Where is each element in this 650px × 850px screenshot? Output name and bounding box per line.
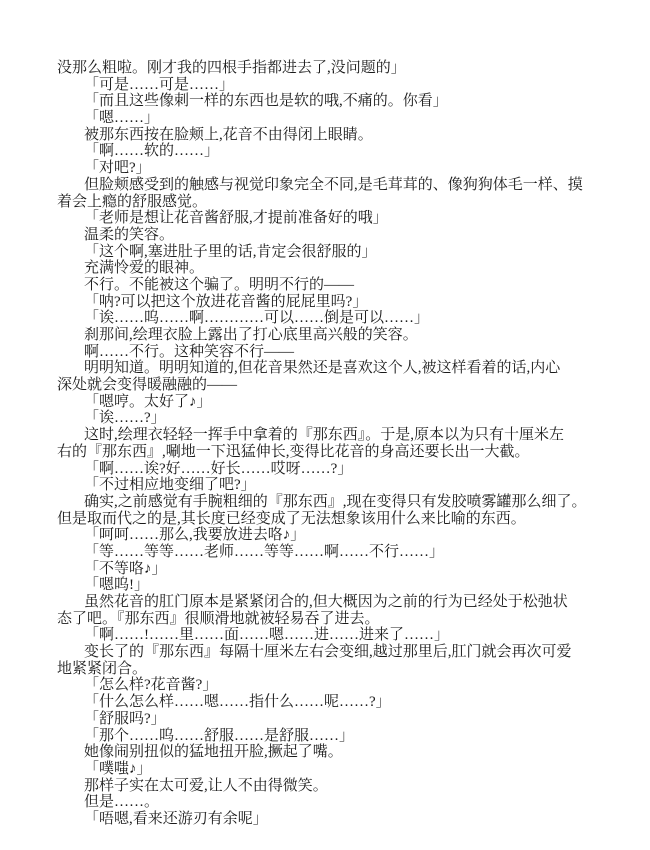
text-line: 态了吧。『那东西』很顺滑地就被轻易吞了进去。 (57, 610, 380, 627)
text-line: 虽然花音的肛门原本是紧紧闭合的,但大概因为之前的行为已经处于松弛状 (84, 594, 568, 610)
text-line: 但是……。 (84, 794, 160, 811)
text-line: 变长了的『那东西』每隔十厘米左右会变细,越过那里后,肛门就会再次可爱 (84, 644, 572, 661)
text-line: 着会上瘾的舒服感觉。 (57, 193, 208, 210)
text-line: 「呐?可以把这个放进花音酱的屁屁里吗?」 (84, 293, 368, 310)
text-line: 「不过相应地变细了吧?」 (84, 477, 256, 494)
text-line: 「嗯呜!」 (84, 577, 149, 594)
text-line: 被那东西按在脸颊上,花音不由得闭上眼睛。 (84, 126, 373, 143)
text-line: 「这个啊,塞进肚子里的话,肯定会很舒服的」 (84, 243, 377, 260)
text-line: 她像闹别扭似的猛地扭开脸,撅起了嘴。 (84, 744, 343, 761)
text-line: 「诶……呜……啊…………可以……倒是可以……」 (84, 310, 430, 327)
text-line: 「那个……呜……舒服……是舒服……」 (84, 727, 355, 744)
text-line: 「啊……软的……」 (84, 143, 220, 160)
text-line: 充满怜爱的眼神。 (84, 260, 205, 277)
text-line: 「舒服吗?」 (84, 710, 166, 727)
text-line: 明明知道。明明知道的,但花音果然还是喜欢这个人,被这样看着的话,内心 (84, 360, 561, 377)
text-line: 刹那间,绘理衣脸上露出了打心底里高兴般的笑容。 (84, 327, 418, 343)
text-line: 「怎么样?花音酱?」 (84, 677, 218, 694)
text-line: 但脸颊感受到的触感与视觉印象完全不同,是毛茸茸的、像狗狗体毛一样、摸 (84, 176, 583, 193)
text-line: 「诶……?」 (84, 410, 166, 427)
text-line: 「呵呵……那么,我要放进去咯♪」 (84, 527, 306, 544)
text-line: 右的『那东西』,唰地一下迅猛伸长,变得比花音的身高还要长出一大截。 (57, 443, 530, 460)
text-content (57, 60, 594, 828)
text-line: 「啊……!……里……面……嗯……进……进来了……」 (84, 627, 449, 644)
text-line: 「可是……可是……」 (84, 76, 235, 93)
text-line: 「等……等等……老师……等等……啊……不行……」 (84, 543, 445, 560)
text-line: 啊……不行。这种笑容不行—— (84, 343, 295, 360)
text-line: 「而且这些像刺一样的东西也是软的哦,不痛的。你看」 (84, 93, 448, 110)
text-line: 确实,之前感觉有手腕粗细的『那东西』,现在变得只有发胶喷雾罐那么细了。 (84, 493, 587, 510)
text-line: 地紧紧闭合。 (57, 660, 148, 677)
text-line: 「唔嗯,看来还游刃有余呢」 (84, 810, 268, 827)
text-line: 「嗯……」 (84, 110, 160, 127)
text-line: 温柔的笑容。 (84, 226, 175, 243)
text-line: 深处就会变得暖融融的—— (57, 377, 238, 394)
text-line: 「啊……诶?好……好长……哎呀……?」 (84, 460, 353, 477)
text-line: 「对吧?」 (84, 160, 151, 177)
text-line: 「老师是想让花音酱舒服,才提前准备好的哦」 (84, 210, 388, 227)
text-line: 「嗯哼。太好了♪」 (84, 393, 212, 410)
text-line: 不行。不能被这个骗了。明明不行的—— (84, 276, 355, 293)
text-line: 没那么粗啦。刚才我的四根手指都进去了,没问题的」 (57, 60, 406, 76)
text-line: 那样子实在太可爱,让人不由得微笑。 (84, 777, 328, 794)
text-line: 「什么怎么样……嗯……指什么……呢……?」 (84, 694, 391, 711)
text-line: 「噗嗤♪」 (84, 760, 152, 777)
text-line: 这时,绘理衣轻轻一挥手中拿着的『那东西』。于是,原本以为只有十厘米左 (84, 427, 565, 444)
text-line: 「不等咯♪」 (84, 560, 167, 577)
text-line: 但是取而代之的是,其长度已经变成了无法想象该用什么来比喻的东西。 (57, 510, 526, 527)
